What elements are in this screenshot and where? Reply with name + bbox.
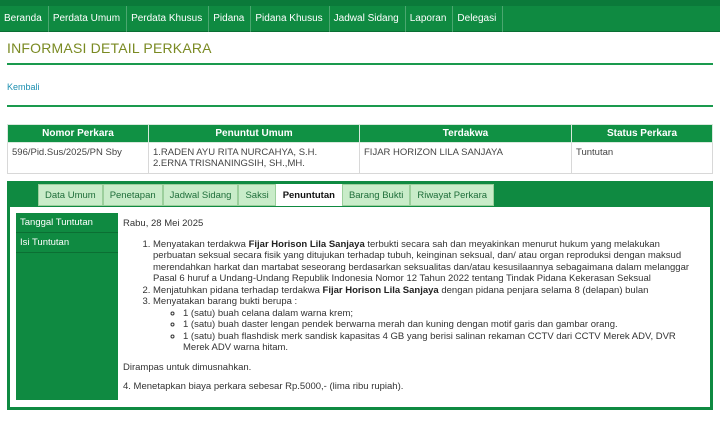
nav-perdata-khusus[interactable]: Perdata Khusus (127, 6, 209, 32)
list-item: ◦ 1 (satu) buah celana dalam warna krem; (183, 308, 703, 320)
sidebar-item-tanggal-tuntutan: Tanggal Tuntutan (16, 213, 118, 233)
header-status-perkara: Status Perkara (572, 125, 713, 143)
tab-penetapan[interactable]: Penetapan (103, 184, 163, 206)
tuntutan-sidebar (16, 213, 118, 400)
nav-laporan[interactable]: Laporan (406, 6, 454, 32)
page-title: INFORMASI DETAIL PERKARA (7, 40, 212, 56)
nav-beranda[interactable]: Beranda (0, 6, 49, 32)
tuntutan-list (123, 239, 703, 354)
sidebar-item-isi-tuntutan: Isi Tuntutan (16, 233, 118, 253)
table-row (8, 143, 713, 174)
back-link[interactable]: Kembali (7, 82, 40, 92)
section-divider (7, 105, 713, 107)
header-penuntut-umum: Penuntut Umum (149, 125, 360, 143)
nav-perdata-umum[interactable]: Perdata Umum (49, 6, 127, 32)
title-divider (7, 63, 713, 65)
tab-data-umum[interactable]: Data Umum (38, 184, 103, 206)
nav-pidana[interactable]: Pidana (209, 6, 251, 32)
terdakwa-name: Fijar Horison Lila Sanjaya (248, 238, 365, 250)
list-item: 3. Menyatakan barang bukti berupa : ◦ 1 (satu) buah celana dalam warna krem; ◦ 1 (satu) buah daster lengan pendek berwarna merah dan kuning dengan motif garis dan gambar orang. ◦ 1 (satu) buah flashdisk merk sandisk kapasitas 4 GB yang berisi salinan rekaman CCTV dari CCTV Merek ADV, DVR Merek ADV warna hitam. (153, 296, 703, 354)
list-item: ◦ 1 (satu) buah daster lengan pendek berwarna merah dan kuning dengan motif garis dan gambar orang. (183, 319, 703, 331)
list-item: 2. Menjatuhkan pidana terhadap terdakwa Fijar Horison Lila Sanjaya dengan pidana penjara selama 8 (delapan) bulan (153, 285, 703, 297)
tab-content (10, 207, 710, 407)
tab-riwayat-perkara[interactable]: Riwayat Perkara (410, 184, 494, 206)
detail-tabs (38, 184, 494, 206)
header-terdakwa: Terdakwa (360, 125, 572, 143)
cell-status: Tuntutan (572, 143, 713, 174)
terdakwa-name: Fijar Horison Lila Sanjaya (322, 284, 439, 296)
biaya-perkara: 4. Menetapkan biaya perkara sebesar Rp.5000,- (lima ribu rupiah). (123, 381, 404, 392)
cell-terdakwa: FIJAR HORIZON LILA SANJAYA (360, 143, 572, 174)
nav-pidana-khusus[interactable]: Pidana Khusus (251, 6, 329, 32)
tuntutan-content (123, 218, 703, 393)
tuntutan-date: Rabu, 28 Mei 2025 (123, 218, 204, 229)
cell-penuntut-umum (149, 143, 360, 174)
tab-saksi[interactable]: Saksi (238, 184, 275, 206)
tab-jadwal-sidang[interactable]: Jadwal Sidang (163, 184, 239, 206)
list-item: 1. Menyatakan terdakwa Fijar Horison Lila Sanjaya terbukti secara sah dan meyakinkan menurut hukum yang melakukan perbuatan seksual secara fisik yang ditujukan terhadap tubuh, keinginan seksual, dan/ atau organ reproduksi dengan maksud merendahkan harkat dan martabat seseorang berdasarkan seksualitas dan/atau kesusilaannya sebagaimana dalam melanggar Pasal 6 huruf a Undang-Undang Republik Indonesia Nomor 12 Tahun 2022 tentang Tindak Pidana Kekerasan Seksual (153, 239, 703, 285)
nav-delegasi[interactable]: Delegasi (453, 6, 503, 32)
detail-panel (7, 181, 713, 410)
cell-nomor-perkara: 596/Pid.Sus/2025/PN Sby (8, 143, 149, 174)
barang-bukti-list (153, 308, 703, 354)
nav-jadwal-sidang[interactable]: Jadwal Sidang (330, 6, 406, 32)
case-summary-table (7, 124, 713, 174)
tab-penuntutan[interactable]: Penuntutan (276, 184, 342, 206)
evidence-note: Dirampas untuk dimusnahkan. (123, 361, 252, 373)
table-header-row (8, 125, 713, 143)
tab-barang-bukti[interactable]: Barang Bukti (342, 184, 410, 206)
penuntut-1: 1.RADEN AYU RITA NURCAHYA, S.H. (153, 147, 318, 158)
penuntut-2: 2.ERNA TRISNANINGSIH, SH.,MH. (153, 158, 305, 169)
header-nomor-perkara: Nomor Perkara (8, 125, 149, 143)
main-navbar (0, 6, 720, 32)
list-item: ◦ 1 (satu) buah flashdisk merk sandisk kapasitas 4 GB yang berisi salinan rekaman CCTV dari CCTV Merek ADV, DVR Merek ADV warna hitam. (183, 331, 703, 354)
